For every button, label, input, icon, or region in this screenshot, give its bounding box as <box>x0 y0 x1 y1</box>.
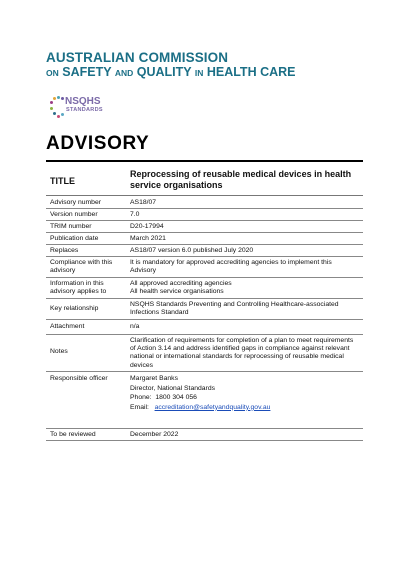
phone-number: 1800 304 056 <box>155 394 197 402</box>
attachment-value: n/a <box>130 323 140 330</box>
row-compliance <box>46 257 363 278</box>
publication-date-value: March 2021 <box>130 235 166 242</box>
row-attachment <box>46 320 363 335</box>
compliance-label <box>50 259 126 275</box>
compliance-value: It is mandatory for approved accrediting agencies to implement this Advisory <box>130 259 332 275</box>
to-be-reviewed-value: December 2022 <box>130 431 179 438</box>
logo-word-quality: QUALITY <box>136 65 192 79</box>
applies-to-value-line1: All approved accrediting agencies <box>130 280 232 287</box>
trim-number-value: D20-17994 <box>130 223 164 230</box>
applies-to-label <box>50 280 126 296</box>
notes-label: Notes <box>50 348 68 355</box>
title-label: TITLE <box>50 176 75 186</box>
applies-to-label-line1: Information in this <box>50 280 104 287</box>
compliance-label-line2: advisory <box>50 267 76 275</box>
logo-dot <box>50 101 53 104</box>
title-row <box>46 162 363 196</box>
row-responsible-officer <box>46 372 363 429</box>
officer-phone-line <box>130 393 358 403</box>
notes-value: Clarification of requirements for completion of a plan to meet requirements of Action 3.14 and address identified gaps in compliance against relevant national or international standards for reprocessing of reusable medical devices <box>130 337 354 369</box>
row-applies-to <box>46 278 363 299</box>
email-label: Email: <box>130 403 149 411</box>
phone-label: Phone: <box>130 394 152 402</box>
row-to-be-reviewed <box>46 429 363 441</box>
responsible-officer-label: Responsible officer <box>50 375 108 382</box>
publication-date-label: Publication date <box>50 235 99 242</box>
applies-to-label-line2: advisory applies to <box>50 288 107 296</box>
version-number-value: 7.0 <box>130 211 140 218</box>
logo-dot <box>61 113 64 116</box>
logo-word-in: IN <box>194 68 204 78</box>
row-replaces <box>46 245 363 257</box>
email-link[interactable]: accreditation@safetyandquality.gov.au <box>154 403 271 411</box>
version-number-label: Version number <box>50 211 98 218</box>
logo-dot <box>53 112 56 115</box>
applies-to-value-line2: All health service organisations <box>130 288 224 296</box>
officer-name: Margaret Banks <box>130 375 178 382</box>
officer-position: Director, National Standards <box>130 384 216 392</box>
row-trim-number <box>46 221 363 233</box>
nsqhs-standards-text: STANDARDS <box>66 107 103 113</box>
row-key-relationship <box>46 299 363 320</box>
responsible-officer-value <box>130 374 358 412</box>
advisory-number-label: Advisory number <box>50 199 101 206</box>
logo-word-safety: SAFETY <box>62 65 112 79</box>
advisory-number-value: AS18/07 <box>130 199 157 206</box>
replaces-label: Replaces <box>50 247 79 254</box>
logo-dot <box>57 96 60 99</box>
commission-logo-line2 <box>46 65 295 79</box>
key-relationship-label: Key relationship <box>50 305 99 312</box>
row-notes <box>46 335 363 372</box>
attachment-label: Attachment <box>50 323 85 330</box>
logo-dot <box>61 97 64 100</box>
logo-word-and: AND <box>114 68 134 78</box>
row-advisory-number <box>46 197 363 209</box>
compliance-label-line1: Compliance with this <box>50 259 113 266</box>
logo-word-health-care: HEALTH CARE <box>206 65 296 79</box>
title-value: Reprocessing of reusable medical devices in health service organisations <box>130 169 352 190</box>
trim-number-label: TRIM number <box>50 223 92 230</box>
row-version-number <box>46 209 363 221</box>
to-be-reviewed-label: To be reviewed <box>50 431 96 438</box>
logo-dot <box>50 107 53 110</box>
nsqhs-logo-text: NSQHS <box>65 96 101 107</box>
officer-email-line <box>130 403 358 413</box>
logo-dot <box>53 97 56 100</box>
key-relationship-value: NSQHS Standards Preventing and Controlling Healthcare-associated Infections Standard <box>130 301 339 317</box>
applies-to-value <box>130 280 358 296</box>
document-heading: ADVISORY <box>46 133 150 154</box>
commission-logo-line1: AUSTRALIAN COMMISSION <box>46 50 229 65</box>
logo-dot <box>57 115 60 118</box>
logo-word-on: ON <box>46 68 59 78</box>
replaces-value: AS18/07 version 6.0 published July 2020 <box>130 247 254 254</box>
row-publication-date <box>46 233 363 245</box>
